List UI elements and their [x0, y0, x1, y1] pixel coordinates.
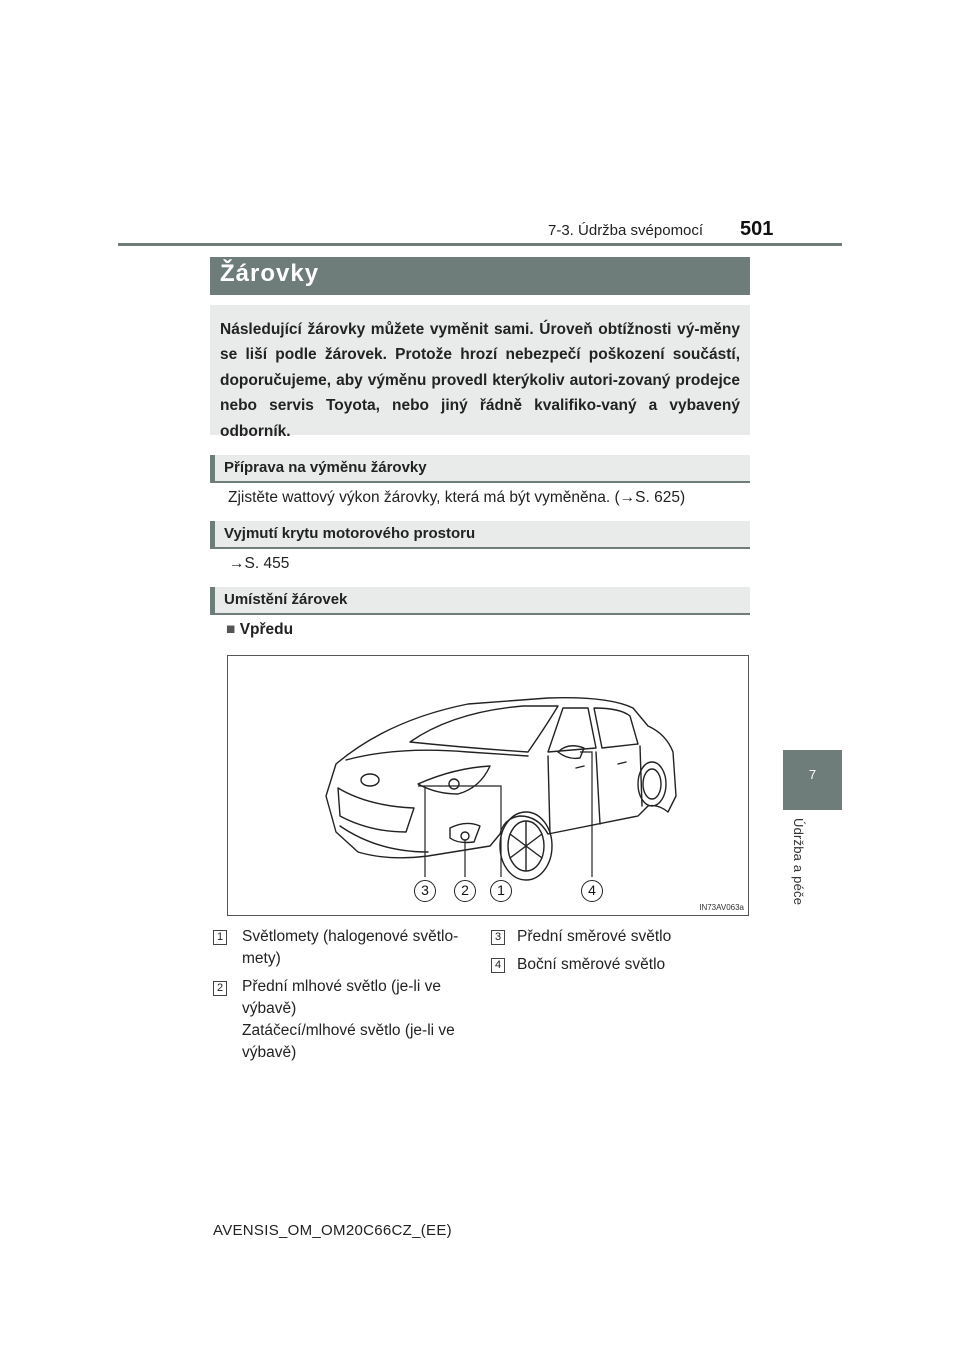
page-title: Žárovky	[220, 260, 320, 287]
legend-num-4: 4	[491, 958, 505, 973]
section-heading-prep	[210, 455, 750, 483]
prep-text: Zjistěte wattový výkon žárovky, která má být vyměněna. (→S. 625)	[228, 489, 686, 506]
legend-num-3: 3	[491, 930, 505, 945]
header-rule	[118, 243, 842, 246]
section-heading-text: Příprava na výměnu žárovky	[224, 459, 427, 476]
chapter-tab	[783, 750, 842, 810]
callout-2: 2	[454, 880, 476, 902]
legend-text-4: Boční směrové světlo	[517, 956, 666, 973]
cover-text: →S. 455	[229, 555, 290, 572]
callout-1: 1	[490, 880, 512, 902]
section-heading-text: Umístění žárovek	[224, 591, 348, 608]
legend-num-2: 2	[213, 981, 227, 996]
legend-num-1: 1	[213, 930, 227, 945]
section-heading-cover	[210, 521, 750, 549]
figure-code: IN73AV063a	[699, 903, 744, 912]
legend-text-3: Přední směrové světlo	[517, 928, 672, 945]
car-front-figure	[227, 655, 749, 916]
intro-paragraph: Následující žárovky můžete vyměnit sami. Úroveň obtížnosti vý-měny se liší podle žárovek. Protože hrozí nebezpečí poškození součástí, doporučujeme, aby výměnu provedl kterýkoliv autori-zovaný prodejce nebo servis Toyota, nebo jiný řádně kvalifiko-vaný a vybavený odborník.	[210, 305, 750, 435]
callout-4: 4	[581, 880, 603, 902]
subheading-text: Vpředu	[239, 621, 294, 638]
section-heading-text: Vyjmutí krytu motorového prostoru	[224, 525, 476, 542]
chapter-number: 7	[808, 767, 817, 782]
chapter-title: Údržba a péče	[791, 818, 806, 906]
page-number: 501	[740, 218, 774, 240]
section-heading-location	[210, 587, 750, 615]
page-title-bar	[210, 257, 750, 295]
square-bullet-icon: ■	[226, 621, 236, 638]
subheading-front	[226, 621, 293, 639]
document-code-footer: AVENSIS_OM_OM20C66CZ_(EE)	[213, 1222, 452, 1239]
legend-text-2: Přední mlhové světlo (je-li ve výbavě) Zatáčecí/mlhové světlo (je-li ve výbavě)	[242, 978, 455, 1061]
running-header-section: 7-3. Údržba svépomocí	[548, 222, 704, 239]
callout-3: 3	[414, 880, 436, 902]
car-illustration	[228, 656, 748, 915]
legend-text-1: Světlomety (halogenové světlo- mety)	[242, 928, 459, 967]
